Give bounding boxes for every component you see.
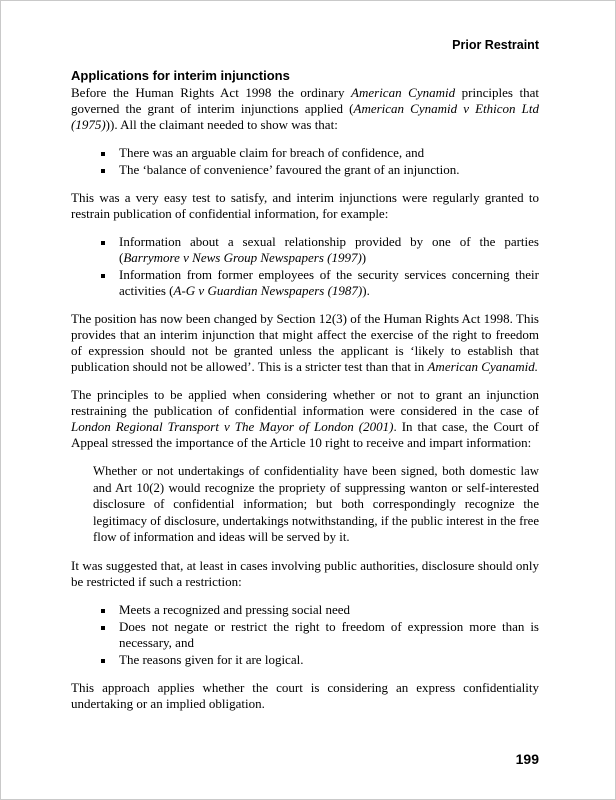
running-header-text: Prior Restraint <box>452 38 539 52</box>
bullet-list-3 <box>71 602 539 668</box>
text-segment: ). <box>362 283 370 299</box>
text-segment: There was an arguable claim for breach of confidence, and <box>119 145 425 161</box>
bullet-item <box>101 602 539 618</box>
bullet-item <box>101 267 539 299</box>
page-number: 199 <box>515 751 539 767</box>
text-segment: )). All the claimant needed to show was that: <box>105 117 338 133</box>
text-segment: ) <box>361 250 367 266</box>
bullet-square-icon <box>101 274 105 278</box>
paragraph-1 <box>71 85 539 133</box>
bullet-text <box>119 619 539 651</box>
bullet-text <box>119 145 539 161</box>
bullet-square-icon <box>101 609 105 613</box>
bullet-list-1 <box>71 145 539 178</box>
paragraph-6 <box>71 680 539 712</box>
bullet-text <box>119 602 539 618</box>
bullet-square-icon <box>101 169 105 173</box>
case-citation: A-G v Guardian Newspapers (1987) <box>173 283 363 299</box>
text-segment: The ‘balance of convenience’ favoured the grant of an injunction. <box>119 162 460 178</box>
bullet-square-icon <box>101 659 105 663</box>
text-segment: Before the Human Rights Act 1998 the ordinary <box>71 85 352 101</box>
bullet-text <box>119 162 539 178</box>
bullet-item <box>101 619 539 651</box>
bullet-list-2 <box>71 234 539 299</box>
text-segment: It was suggested that, at least in cases involving public authorities, disclosure should only be restricted if such a restriction: <box>71 557 539 589</box>
case-citation: American Cyanamid. <box>427 359 538 375</box>
bullet-text <box>119 234 539 266</box>
bullet-item <box>101 162 539 178</box>
section-heading: Applications for interim injunctions <box>71 67 290 83</box>
running-header <box>71 39 539 52</box>
case-citation: London Regional Transport v The Mayor of London (2001) <box>71 419 394 435</box>
case-citation: Barrymore v News Group Newspapers (1997) <box>123 250 362 266</box>
text-segment: The principles to be applied when considering whether or not to grant an injunction restraining the publication of confidential information were considered in the case of <box>71 387 539 419</box>
bullet-square-icon <box>101 241 105 245</box>
text-segment: Information about a sexual relationship provided by one of the parties ( <box>119 234 539 266</box>
text-segment: This was a very easy test to satisfy, and interim injunctions were regularly granted to restrain publication of confidential information, for example: <box>71 190 539 222</box>
bullet-item <box>101 145 539 161</box>
text-segment: Whether or not undertakings of confidentiality have been signed, both domestic law and Art 10(2) would recognize the propriety of suppressing wanton or self-interested disclosure of confidential information; but both correspondingly recognize the legitimacy of disclosure, undertakings notwithstanding, if the public interest in the free flow of information and ideas will be served by it. <box>93 464 539 545</box>
bullet-text <box>119 267 539 299</box>
bullet-item <box>101 652 539 668</box>
text-segment: This approach applies whether the court is considering an express confidentiality undertaking or an implied obligation. <box>71 679 539 711</box>
case-citation: American Cynamid v Ethicon Ltd (1975) <box>71 101 539 133</box>
paragraph-4 <box>71 387 539 451</box>
text-segment: Meets a recognized and pressing social need <box>119 601 351 617</box>
bullet-square-icon <box>101 626 105 630</box>
text-segment: The reasons given for it are logical. <box>119 651 304 667</box>
paragraph-2 <box>71 190 539 222</box>
bullet-item <box>101 234 539 266</box>
bullet-text <box>119 652 539 668</box>
text-segment: Does not negate or restrict the right to freedom of expression more than is necessary, and <box>119 618 539 650</box>
block-quote <box>93 463 539 546</box>
paragraph-5 <box>71 558 539 590</box>
paragraph-3 <box>71 311 539 375</box>
text-segment: Information from former employees of the security services concerning their activities ( <box>119 267 539 299</box>
case-citation: American Cynamid <box>351 85 456 101</box>
bullet-square-icon <box>101 152 105 156</box>
text-segment: . In that case, the Court of Appeal stressed the importance of the Article 10 right to receive and impart information: <box>71 419 540 451</box>
text-segment: The position has now been changed by Section 12(3) of the Human Rights Act 1998. This provides that an interim injunction that might affect the exercise of the right to freedom of expression should not be granted unless the applicant is ‘likely to establish that publication should not be allowed’. This is a stricter test than that in <box>71 311 539 375</box>
text-segment: principles that governed the grant of interim injunctions applied ( <box>71 85 539 117</box>
